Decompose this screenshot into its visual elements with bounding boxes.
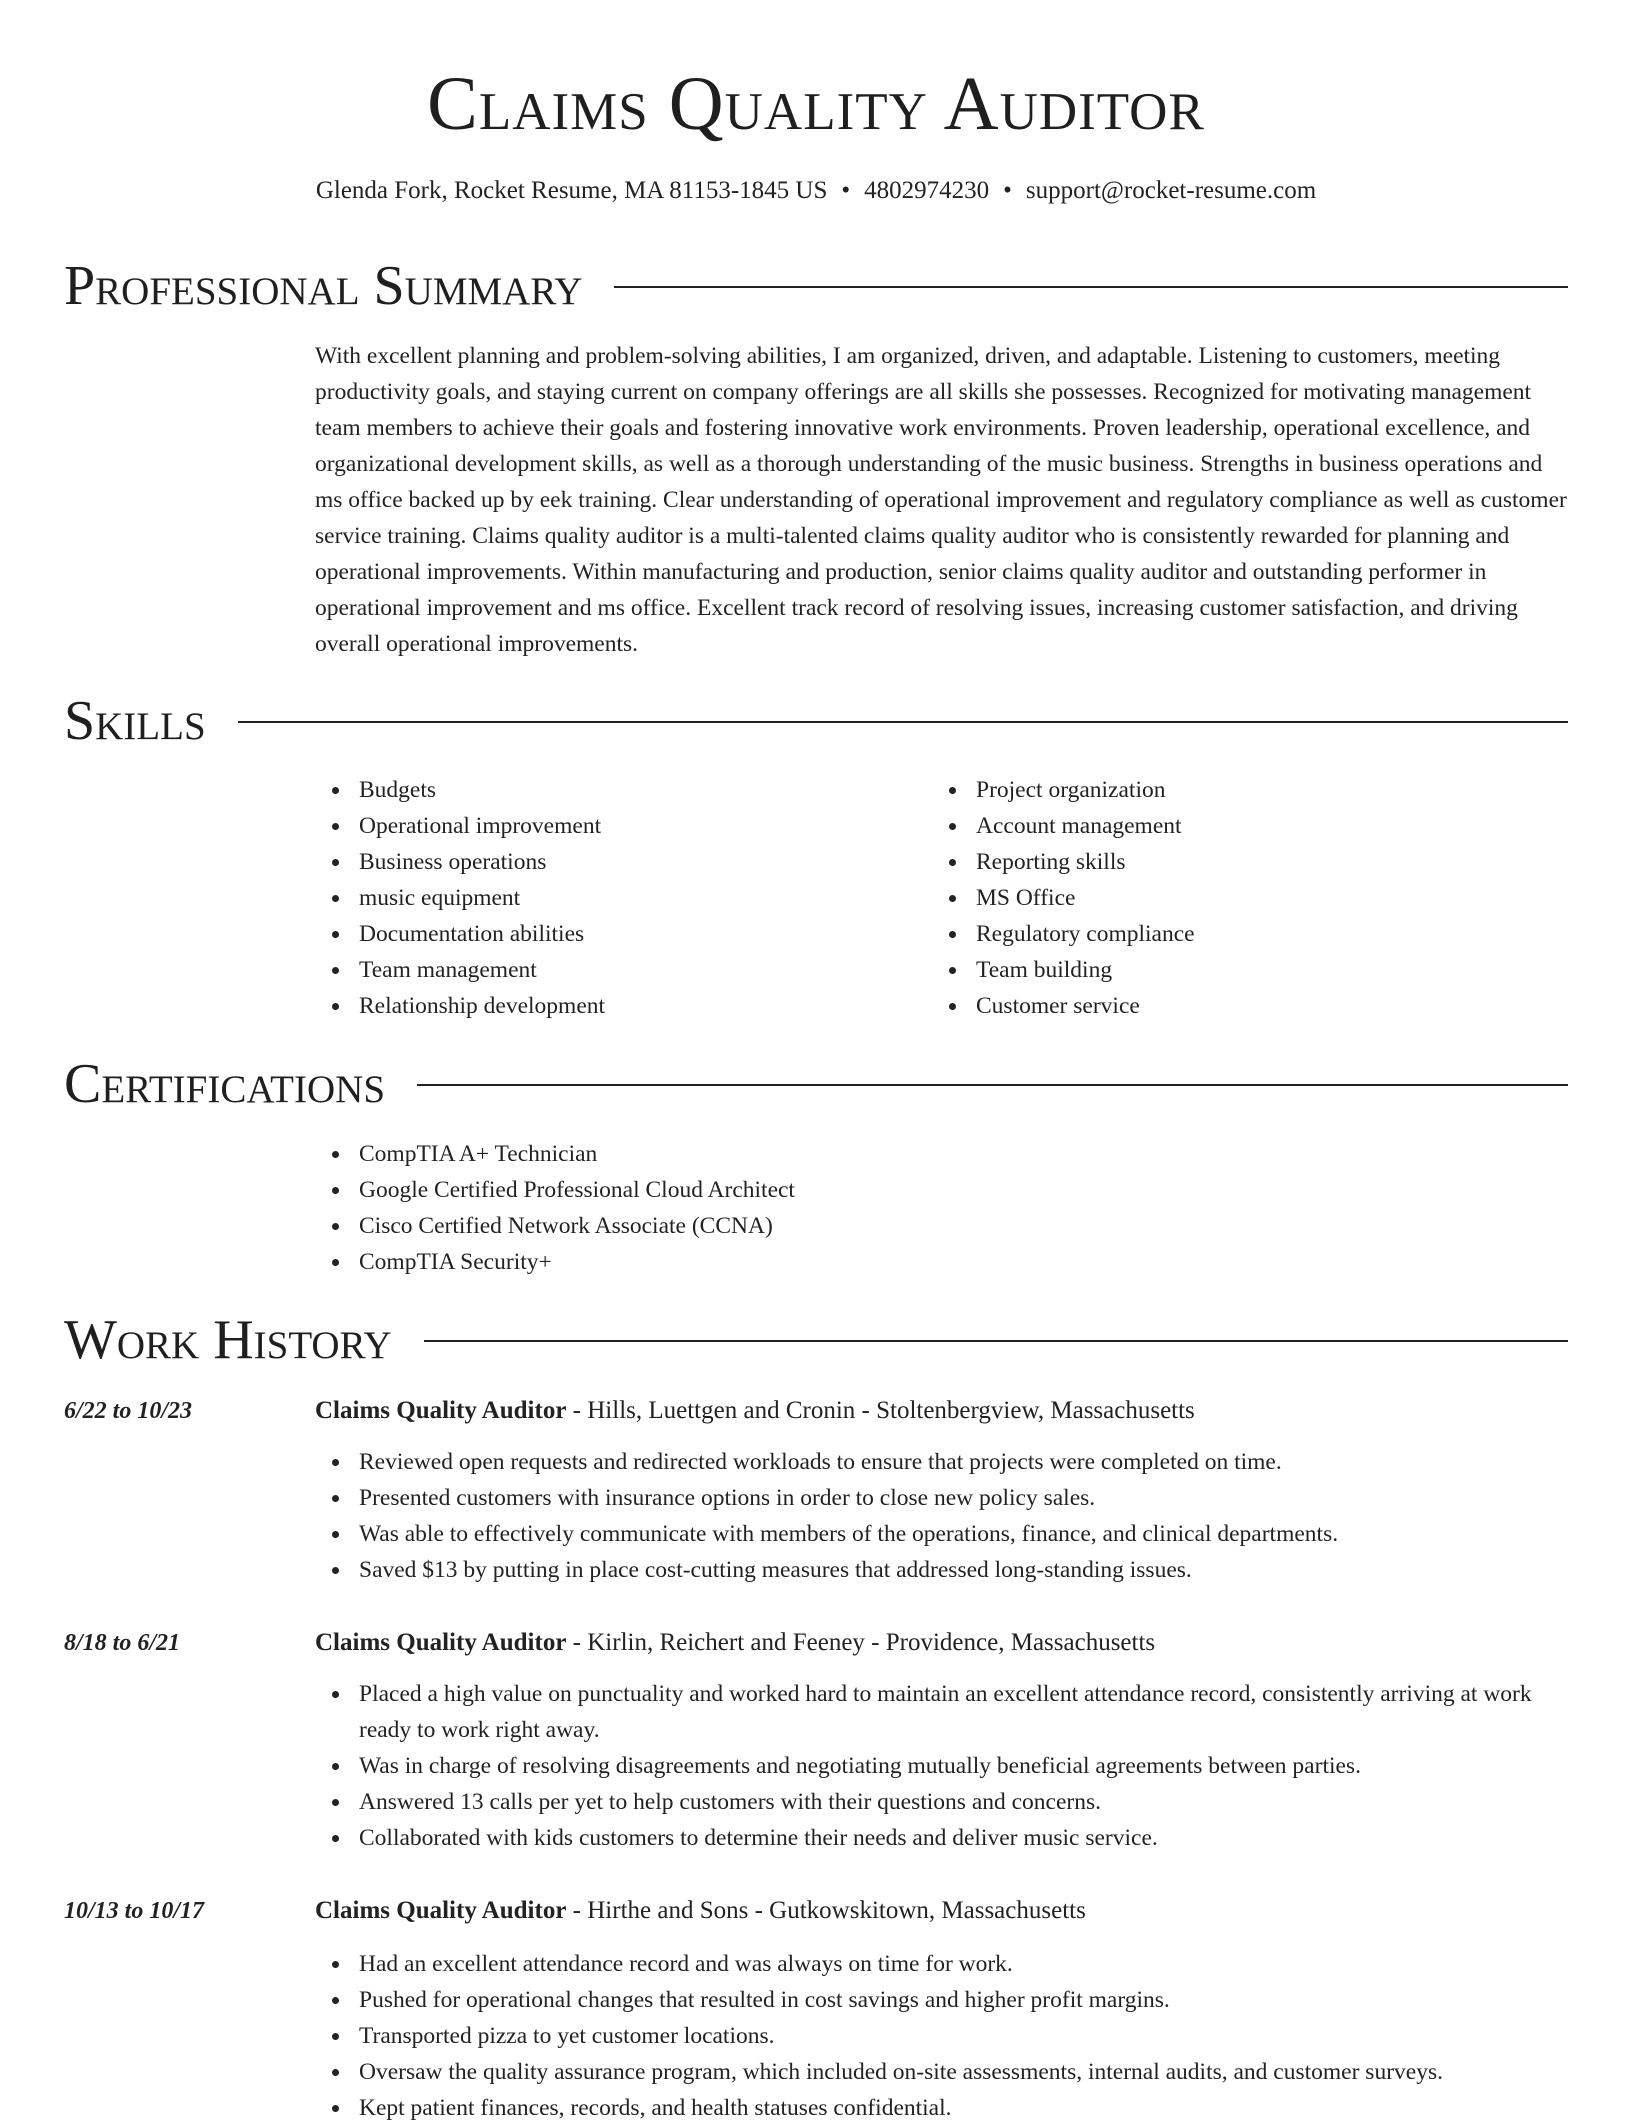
job-dates: 6/22 to 10/23 xyxy=(64,1398,193,1424)
skill-item: Regulatory compliance xyxy=(932,916,1532,952)
certifications-list xyxy=(315,1136,1570,1280)
certification-item: CompTIA A+ Technician xyxy=(315,1136,1570,1172)
job-dates: 8/18 to 6/21 xyxy=(64,1630,181,1656)
job-dates: 10/13 to 10/17 xyxy=(64,1898,205,1924)
contact-phone: 4802974230 xyxy=(864,177,990,204)
job-employer-location: - Hills, Luettgen and Cronin - Stoltenbergview, Massachusetts xyxy=(566,1397,1195,1424)
job-bullets xyxy=(315,1676,1570,1856)
certification-item: Cisco Certified Network Associate (CCNA) xyxy=(315,1208,1570,1244)
job-bullet: Was in charge of resolving disagreements and negotiating mutually beneficial agreements between parties. xyxy=(315,1748,1570,1784)
job-heading xyxy=(315,1625,1570,1661)
skill-item: Reporting skills xyxy=(932,844,1532,880)
skill-item: Team management xyxy=(315,952,915,988)
skill-item: Customer service xyxy=(932,988,1532,1024)
job-bullet: Had an excellent attendance record and was always on time for work. xyxy=(315,1946,1570,1982)
job-bullet: Presented customers with insurance options in order to close new policy sales. xyxy=(315,1480,1570,1516)
skill-item: Documentation abilities xyxy=(315,916,915,952)
skill-item: Project organization xyxy=(932,772,1532,808)
job-bullet: Kept patient finances, records, and health statuses confidential. xyxy=(315,2090,1570,2126)
section-title-certifications: Certifications xyxy=(64,1053,386,1115)
job-heading xyxy=(315,1893,1570,1929)
job-bullet: Placed a high value on punctuality and worked hard to maintain an excellent attendance record, consistently arriving at work ready to work right away. xyxy=(315,1676,1570,1748)
job-bullet: Pushed for operational changes that resulted in cost savings and higher profit margins. xyxy=(315,1982,1570,2018)
skill-item: Business operations xyxy=(315,844,915,880)
job-title: Claims Quality Auditor xyxy=(315,1629,567,1656)
skills-section-header xyxy=(64,689,1568,753)
summary-section-header xyxy=(64,254,1568,318)
certification-item: Google Certified Professional Cloud Architect xyxy=(315,1172,1570,1208)
section-divider xyxy=(614,286,1568,288)
skill-item: MS Office xyxy=(932,880,1532,916)
job-bullet: Was able to effectively communicate with members of the operations, finance, and clinical departments. xyxy=(315,1516,1570,1552)
section-title-summary: Professional Summary xyxy=(64,255,583,317)
contact-address: Glenda Fork, Rocket Resume, MA 81153-1845 US xyxy=(315,177,828,204)
resume-name: Claims Quality Auditor xyxy=(427,62,1205,146)
skill-item: Team building xyxy=(932,952,1532,988)
contact-separator: • xyxy=(1003,177,1012,204)
certification-item: CompTIA Security+ xyxy=(315,1244,1570,1280)
job-bullets xyxy=(315,1444,1570,1588)
job-bullet: Reviewed open requests and redirected workloads to ensure that projects were completed on time. xyxy=(315,1444,1570,1480)
summary-text: With excellent planning and problem-solving abilities, I am organized, driven, and adaptable. Listening to customers, meeting productivity goals, and staying current on company offerings are all skills she possesses. Recognized for motivating management team members to achieve their goals and fostering innovative work environments. Proven leadership, operational excellence, and organizational development skills, as well as a thorough understanding of the music business. Strengths in business operations and ms office backed up by eek training. Clear understanding of operational improvement and regulatory compliance as well as customer service training. Claims quality auditor is a multi-talented claims quality auditor who is consistently rewarded for planning and operational improvements. Within manufacturing and production, senior claims quality auditor and outstanding performer in operational improvement and ms office. Excellent track record of resolving issues, increasing customer satisfaction, and driving overall operational improvements. xyxy=(315,343,1567,657)
skill-item: Relationship development xyxy=(315,988,915,1024)
job-employer-location: - Kirlin, Reichert and Feeney - Providence, Massachusetts xyxy=(566,1629,1156,1656)
job-bullet: Answered 13 calls per yet to help customers with their questions and concerns. xyxy=(315,1784,1570,1820)
contact-email: support@rocket-resume.com xyxy=(1025,177,1317,204)
section-divider xyxy=(238,721,1568,723)
work-history-section-header xyxy=(64,1308,1568,1372)
job-bullet: Transported pizza to yet customer locations. xyxy=(315,2018,1570,2054)
skill-item: music equipment xyxy=(315,880,915,916)
job-employer-location: - Hirthe and Sons - Gutkowskitown, Massachusetts xyxy=(566,1897,1086,1924)
job-bullets xyxy=(315,1946,1570,2126)
job-bullet: Saved $13 by putting in place cost-cutting measures that addressed long-standing issues. xyxy=(315,1552,1570,1588)
section-title-work-history: Work History xyxy=(64,1309,392,1371)
section-divider xyxy=(417,1084,1568,1086)
section-title-skills: Skills xyxy=(64,690,206,752)
job-bullet: Oversaw the quality assurance program, which included on-site assessments, internal audits, and customer surveys. xyxy=(315,2054,1570,2090)
certifications-section-header xyxy=(64,1052,1568,1116)
job-title: Claims Quality Auditor xyxy=(315,1897,567,1924)
job-heading xyxy=(315,1393,1570,1429)
job-title: Claims Quality Auditor xyxy=(315,1397,567,1424)
skills-column-left xyxy=(315,772,915,1024)
skill-item: Budgets xyxy=(315,772,915,808)
skill-item: Account management xyxy=(932,808,1532,844)
skills-column-right xyxy=(932,772,1532,1024)
contact-line xyxy=(0,174,1632,208)
job-bullet: Collaborated with kids customers to determine their needs and deliver music service. xyxy=(315,1820,1570,1856)
skill-item: Operational improvement xyxy=(315,808,915,844)
section-divider xyxy=(424,1340,1568,1342)
contact-separator: • xyxy=(841,177,851,204)
